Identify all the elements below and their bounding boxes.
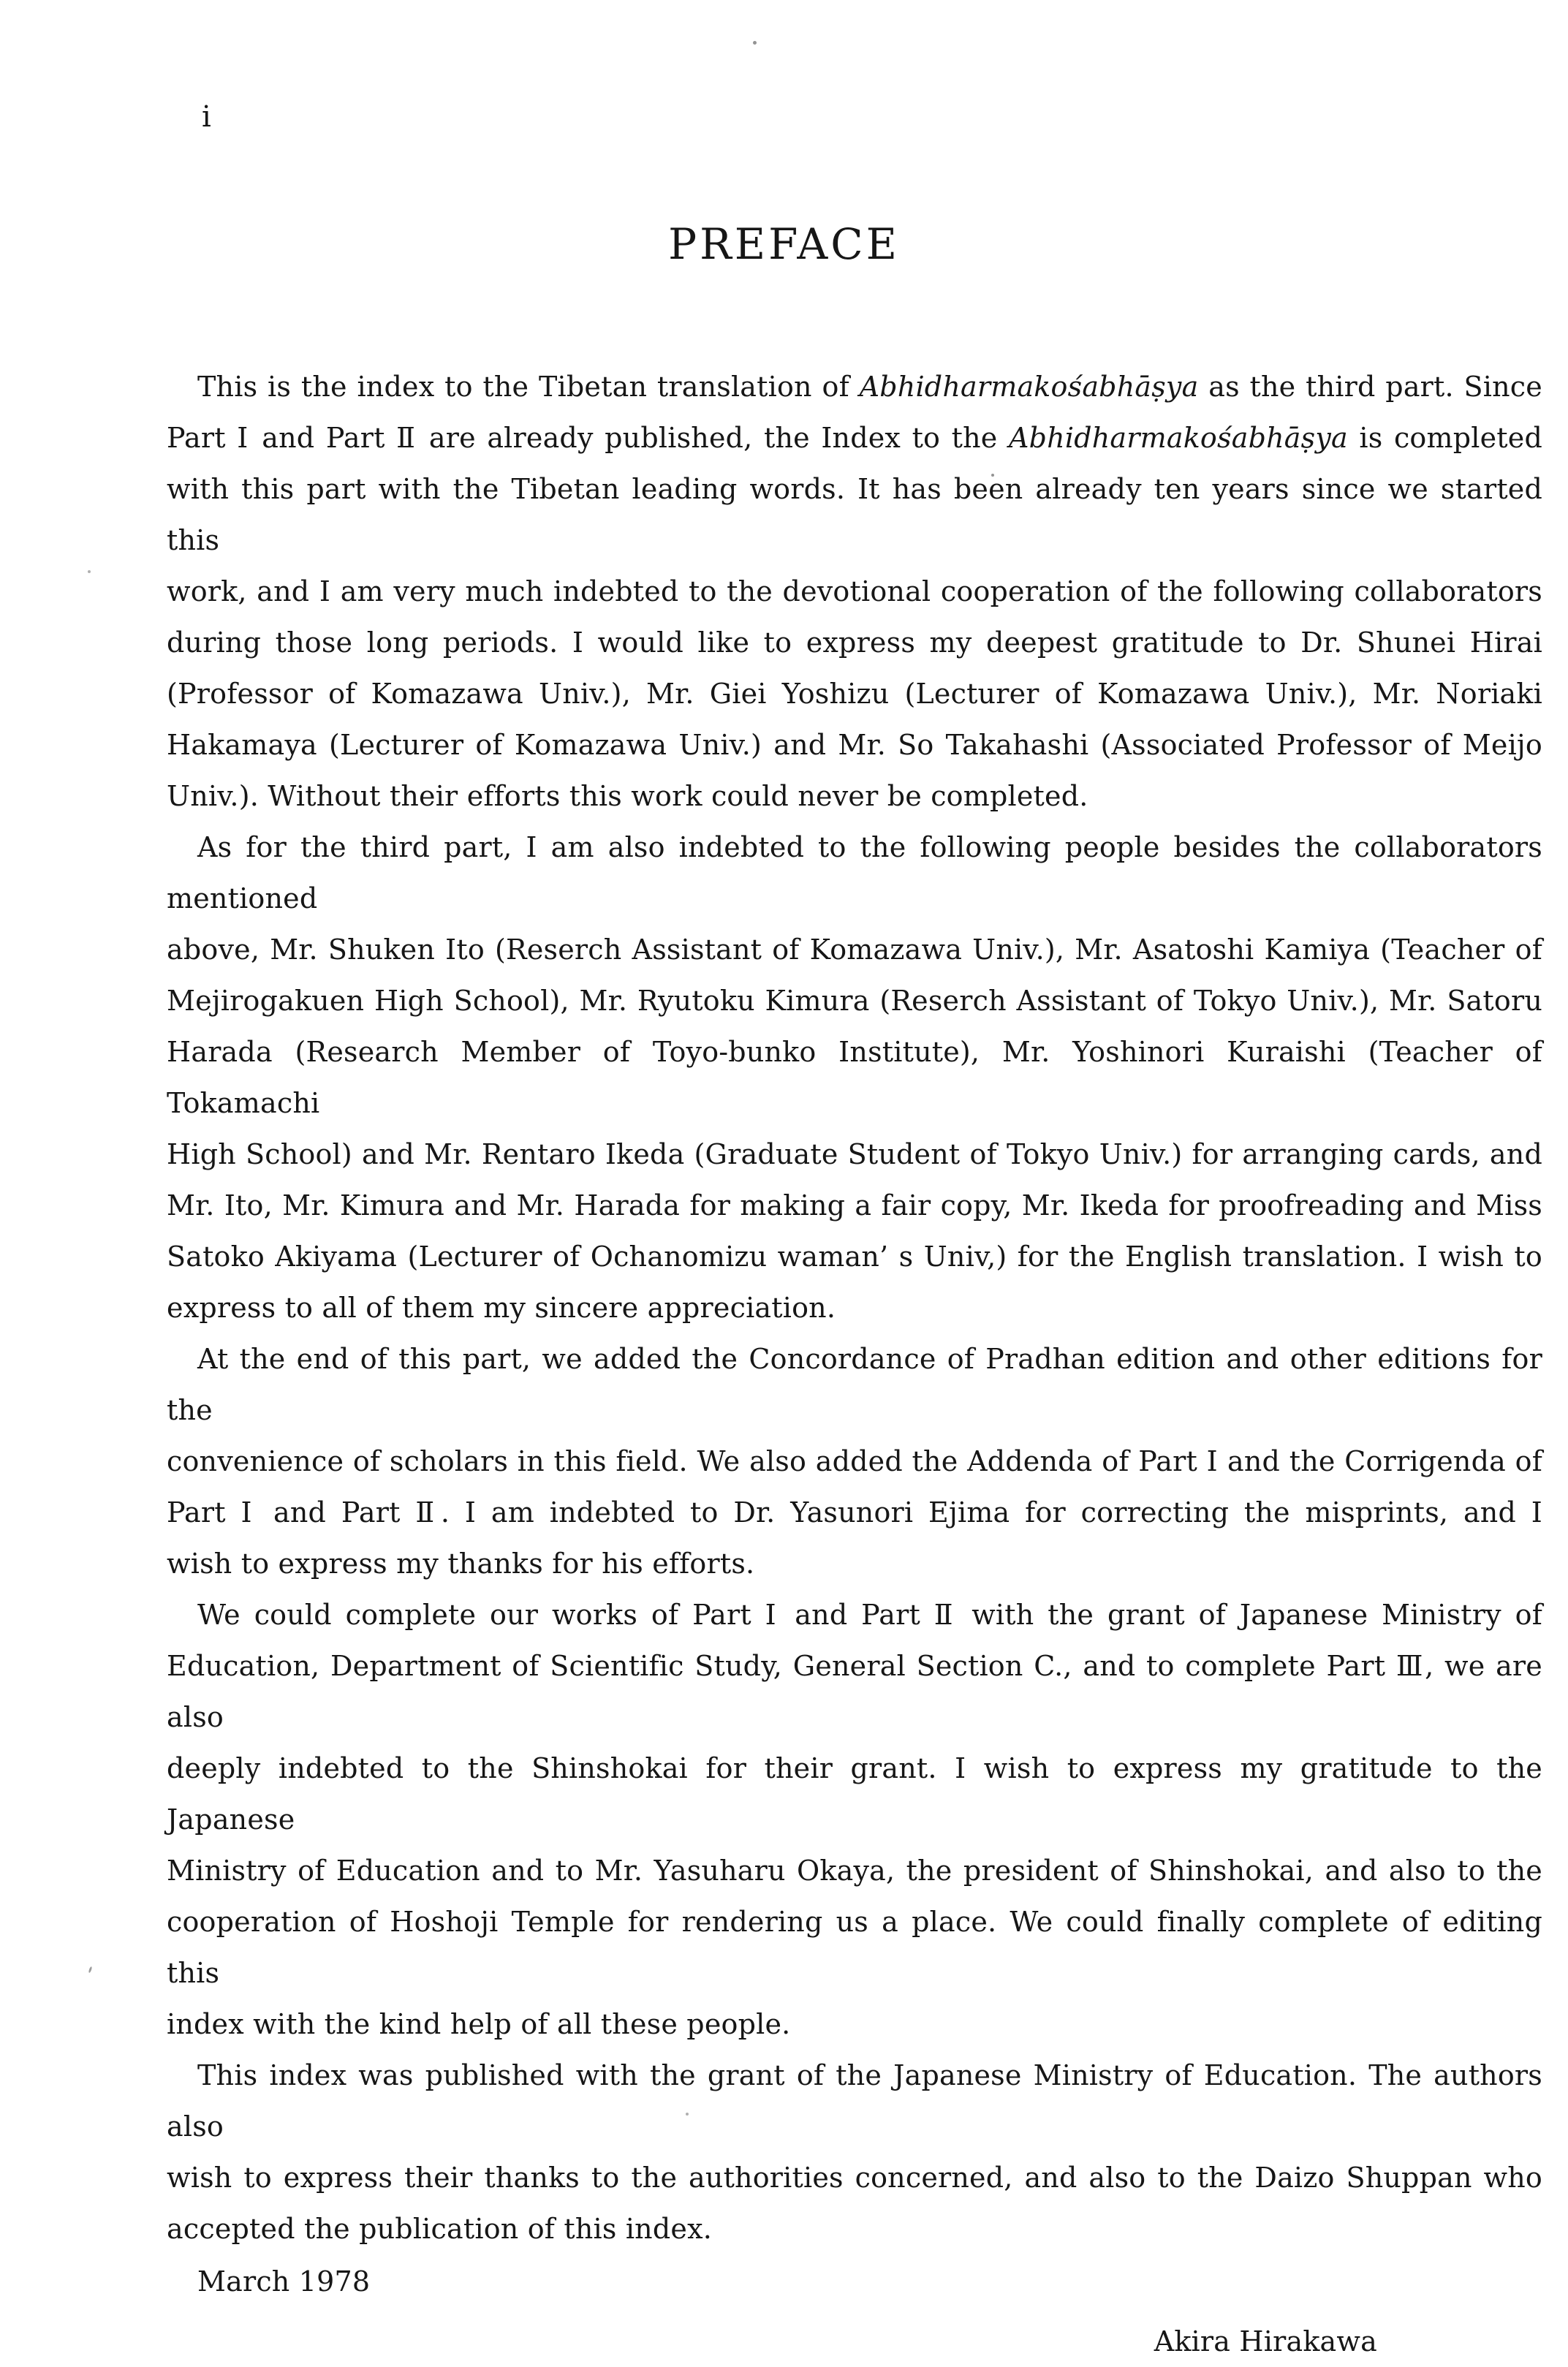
text-segment: (Professor of Komazawa Univ.), Mr. Giei Yoshizu (Lecturer of Komazawa Univ.), Mr. Noriaki: [167, 678, 1542, 710]
text-line: [167, 1436, 1542, 1487]
text-segment: Part Ⅰ and Part Ⅱ. I am indebted to Dr. Yasunori Ejima for correcting the misprints, and I: [167, 1496, 1542, 1529]
text-line: [167, 1743, 1542, 1845]
paragraph: [167, 1589, 1542, 2050]
text-segment: High School) and Mr. Rentaro Ikeda (Graduate Student of Tokyo Univ.) for arranging cards, and: [167, 1138, 1542, 1170]
text-segment: wish to express their thanks to the authorities concerned, and also to the Daizo Shuppan who: [167, 2162, 1542, 2194]
text-line: [167, 719, 1542, 770]
text-line: [167, 1640, 1542, 1743]
text-segment: We could complete our works of Part Ⅰ and Part Ⅱ with the grant of Japanese Ministry of: [197, 1599, 1542, 1631]
text-segment: wish to express my thanks for his efforts.: [167, 1548, 755, 1580]
text-line: [167, 975, 1542, 1026]
text-line: [167, 1999, 1542, 2050]
text-segment: express to all of them my sincere appreciation.: [167, 1292, 836, 1324]
text-segment: with this part with the Tibetan leading words. It has been already ten years since we started this: [167, 473, 1542, 556]
text-segment: This is the index to the Tibetan translation of: [197, 371, 860, 403]
page-number: i: [202, 100, 211, 134]
text-line: [167, 822, 1542, 924]
text-line: [167, 668, 1542, 719]
text-segment: cooperation of Hoshoji Temple for rendering us a place. We could finally complete of editing this: [167, 1906, 1542, 1989]
text-segment: Univ.). Without their efforts this work could never be completed.: [167, 780, 1088, 812]
page-title: PREFACE: [668, 219, 900, 269]
text-segment: Satoko Akiyama (Lecturer of Ochanomizu waman’ s Univ,) for the English translation. I wish to: [167, 1241, 1542, 1273]
text-segment: during those long periods. I would like to express my deepest gratitude to Dr. Shunei Hirai: [167, 626, 1542, 659]
paragraph: [167, 2050, 1542, 2254]
text-line: [167, 1487, 1542, 1538]
text-line: [167, 463, 1542, 566]
italic-book-title: Abhidharmakośabhāṣya: [1009, 422, 1348, 454]
text-segment: Mejirogakuen High School), Mr. Ryutoku Kimura (Reserch Assistant of Tokyo Univ.), Mr. Satoru: [167, 985, 1542, 1017]
text-line: [167, 924, 1542, 975]
text-segment: Harada (Research Member of Toyo-bunko Institute), Mr. Yoshinori Kuraishi (Teacher of Tokamachi: [167, 1036, 1542, 1119]
text-segment: Hakamaya (Lecturer of Komazawa Univ.) and Mr. So Takahashi (Associated Professor of Meijo: [167, 729, 1542, 761]
text-segment: deeply indebted to the Shinshokai for their grant. I wish to express my gratitude to the Japanese: [167, 1752, 1542, 1836]
scan-speck: [753, 41, 757, 45]
date-line: March 1978: [197, 2265, 371, 2298]
text-segment: above, Mr. Shuken Ito (Reserch Assistant of Komazawa Univ.), Mr. Asatoshi Kamiya (Teacher of: [167, 933, 1542, 966]
text-line: [167, 1589, 1542, 1640]
text-line: [167, 617, 1542, 668]
text-line: [167, 1538, 1542, 1589]
text-line: [167, 361, 1542, 412]
text-segment: Mr. Ito, Mr. Kimura and Mr. Harada for making a fair copy, Mr. Ikeda for proofreading and Miss: [167, 1189, 1542, 1222]
text-line: [167, 2050, 1542, 2152]
text-segment: Part Ⅰ and Part Ⅱ are already published, the Index to the: [167, 422, 1009, 454]
paragraph: [167, 361, 1542, 822]
text-segment: index with the kind help of all these people.: [167, 2008, 791, 2040]
text-line: [167, 1282, 1542, 1333]
text-line: [167, 1896, 1542, 1999]
preface-body: [167, 361, 1542, 2367]
paragraph: [167, 822, 1542, 1333]
text-segment: Ministry of Education and to Mr. Yasuharu Okaya, the president of Shinshokai, and also to the: [167, 1855, 1542, 1887]
text-segment: Education, Department of Scientific Study, General Section C., and to complete Part Ⅲ, we are also: [167, 1650, 1542, 1733]
text-line: [167, 1026, 1542, 1129]
text-line: [167, 1129, 1542, 1180]
text-line: [167, 770, 1542, 822]
text-segment: work, and I am very much indebted to the devotional cooperation of the following collaborators: [167, 575, 1542, 607]
text-line: [167, 566, 1542, 617]
italic-book-title: Abhidharmakośabhāṣya: [859, 371, 1199, 403]
text-segment: accepted the publication of this index.: [167, 2213, 712, 2245]
text-segment: At the end of this part, we added the Concordance of Pradhan edition and other editions for the: [167, 1343, 1542, 1426]
paragraph: [167, 1333, 1542, 1589]
text-line: [167, 2152, 1542, 2203]
text-line: [167, 2203, 1542, 2254]
text-segment: is completed: [1347, 422, 1542, 454]
text-segment: as the third part. Since: [1198, 371, 1542, 403]
text-segment: This index was published with the grant of the Japanese Ministry of Education. The authors also: [167, 2059, 1542, 2143]
text-line: [167, 412, 1542, 463]
text-line: [167, 1333, 1542, 1436]
text-line: [167, 1231, 1542, 1282]
text-line: [167, 1845, 1542, 1896]
scan-speck: [88, 1966, 93, 1973]
author-signature: Akira Hirakawa: [1154, 2325, 1377, 2357]
text-line: [167, 1180, 1542, 1231]
text-segment: convenience of scholars in this field. We also added the Addenda of Part Ⅰ and the Corrigenda of: [167, 1445, 1542, 1477]
scan-speck: [88, 570, 91, 573]
text-segment: As for the third part, I am also indebted to the following people besides the collaborators mentioned: [167, 831, 1542, 914]
